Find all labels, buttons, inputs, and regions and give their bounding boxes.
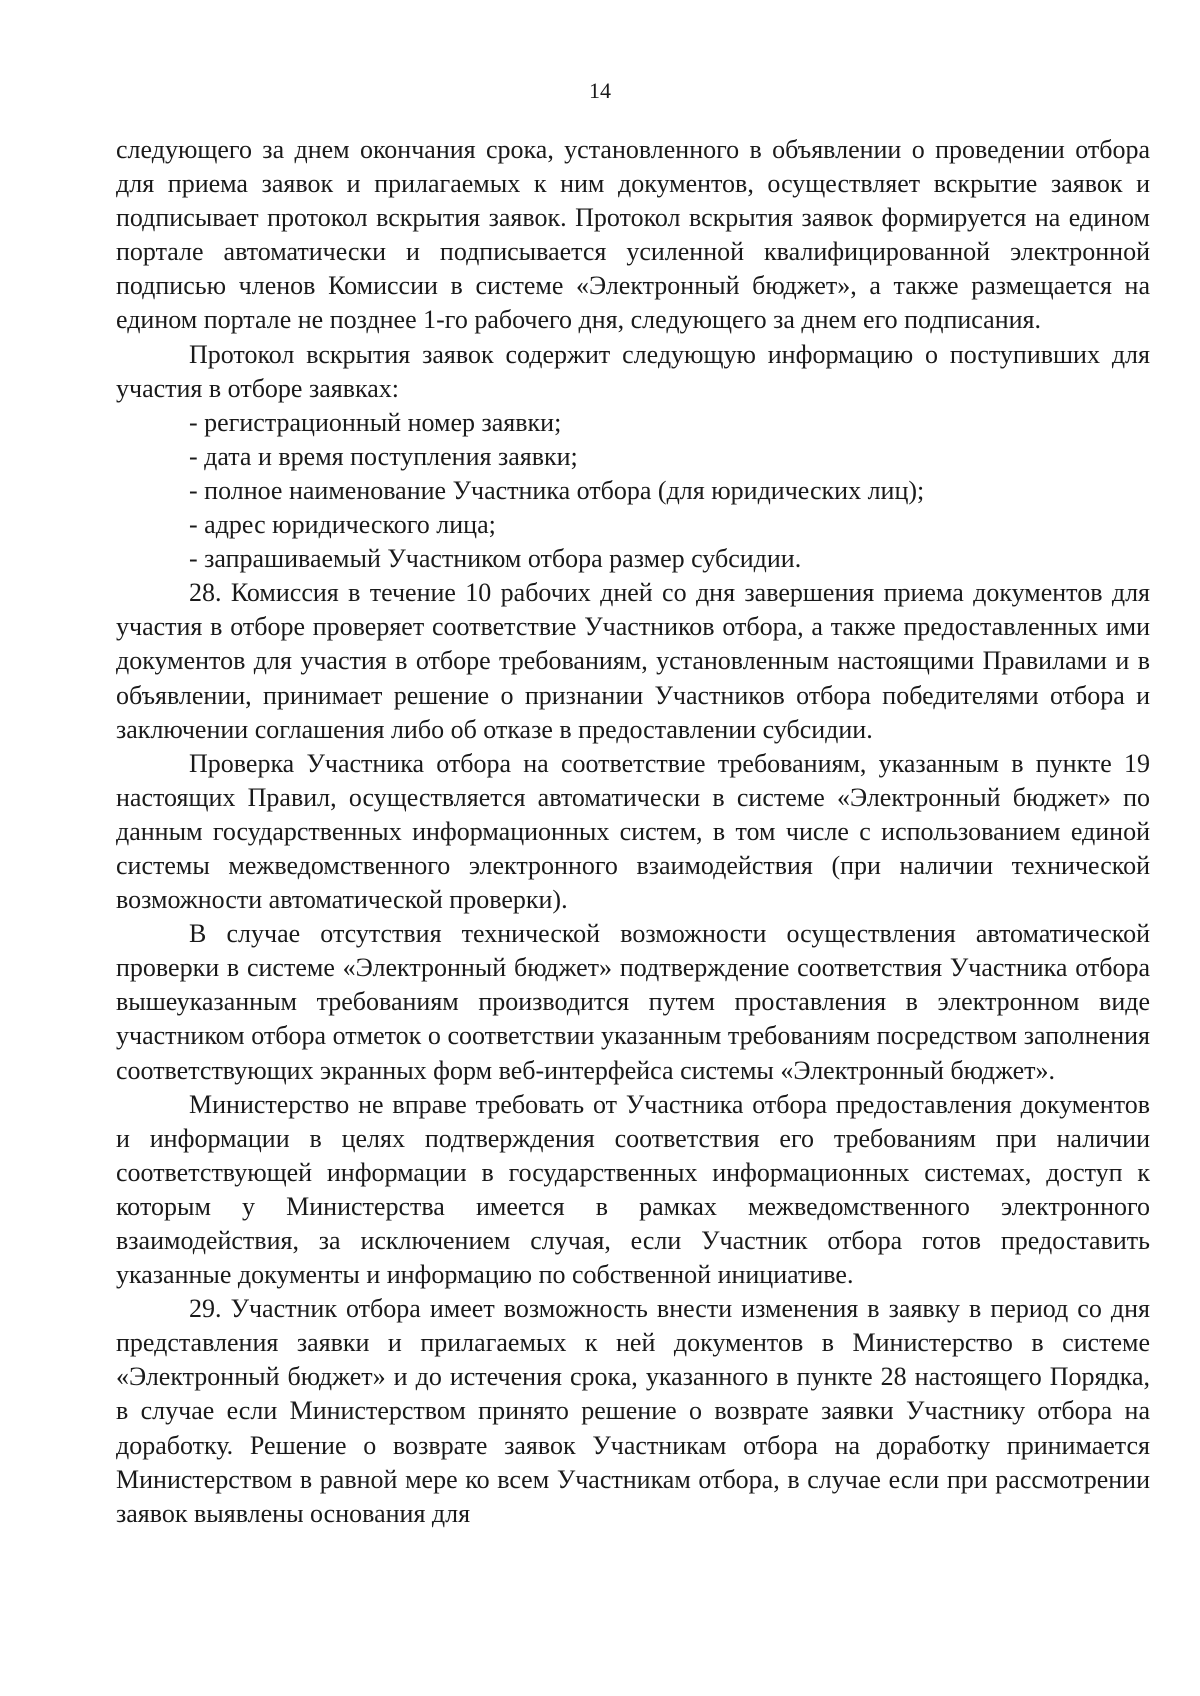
- list-item: - полное наименование Участника отбора (для юридических лиц);: [189, 475, 925, 505]
- paragraph-clause-29: 29. Участник отбора имеет возможность внести изменения в заявку в период со дня представления заявки и прилагаемых к ней документов в Министерство в системе «Электронный бюджет» и до истечения срока, указанного в пункте 28 настоящего Порядка, в случае если Министерством принято решение о возврате заявки Участнику отбора на доработку. Решение о возврате заявок Участникам отбора на доработку принимается Министерством в равной мере ко всем Участникам отбора, в случае если при рассмотрении заявок выявлены основания для: [116, 1294, 1150, 1528]
- paragraph-automatic-check: Проверка Участника отбора на соответствие требованиям, указанным в пункте 19 настоящих Правил, осуществляется автоматически в системе «Электронный бюджет» по данным государственных информационных систем, в том числе с использованием единой системы межведомственного электронного взаимодействия (при наличии технической возможности автоматической проверки).: [116, 748, 1150, 915]
- page-number: 14: [589, 78, 611, 103]
- document-body: [116, 133, 1150, 1531]
- paragraph-protocol-contents: Протокол вскрытия заявок содержит следующую информацию о поступивших для участия в отборе заявках:: [116, 339, 1150, 403]
- paragraph-continuation: следующего за днем окончания срока, установленного в объявлении о проведении отбора для приема заявок и прилагаемых к ним документов, осуществляет вскрытие заявок и подписывает протокол вскрытия заявок. Протокол вскрытия заявок формируется на едином портале автоматически и подписывается усиленной квалифицированной электронной подписью членов Комиссии в системе «Электронный бюджет», а также размещается на едином портале не позднее 1-го рабочего дня, следующего за днем его подписания.: [116, 135, 1150, 335]
- list-item: - дата и время поступления заявки;: [189, 441, 578, 471]
- paragraph-manual-confirmation: В случае отсутствия технической возможности осуществления автоматической проверки в системе «Электронный бюджет» подтверждение соответствия Участника отбора вышеуказанным требованиям производится путем проставления в электронном виде участником отбора отметок о соответствии указанным требованиям посредством заполнения соответствующих экранных форм веб-интерфейса системы «Электронный бюджет».: [116, 919, 1150, 1085]
- paragraph-clause-28: 28. Комиссия в течение 10 рабочих дней со дня завершения приема документов для участия в отборе проверяет соответствие Участников отбора, а также предоставленных ими документов для участия в отборе требованиям, установленным настоящими Правилами и в объявлении, принимает решение о признании Участников отбора победителями отбора и заключении соглашения либо об отказе в предоставлении субсидии.: [116, 578, 1150, 744]
- list-item: - регистрационный номер заявки;: [189, 407, 562, 437]
- list-item: - запрашиваемый Участником отбора размер субсидии.: [189, 544, 802, 574]
- list-item: - адрес юридического лица;: [189, 510, 496, 540]
- paragraph-ministry-restriction: Министерство не вправе требовать от Участника отбора предоставления документов и информации в целях подтверждения соответствия его требованиям при наличии соответствующей информации в государственных информационных системах, доступ к которым у Министерства имеется в рамках межведомственного электронного взаимодействия, за исключением случая, если Участник отбора готов предоставить указанные документы и информацию по собственной инициативе.: [116, 1089, 1150, 1290]
